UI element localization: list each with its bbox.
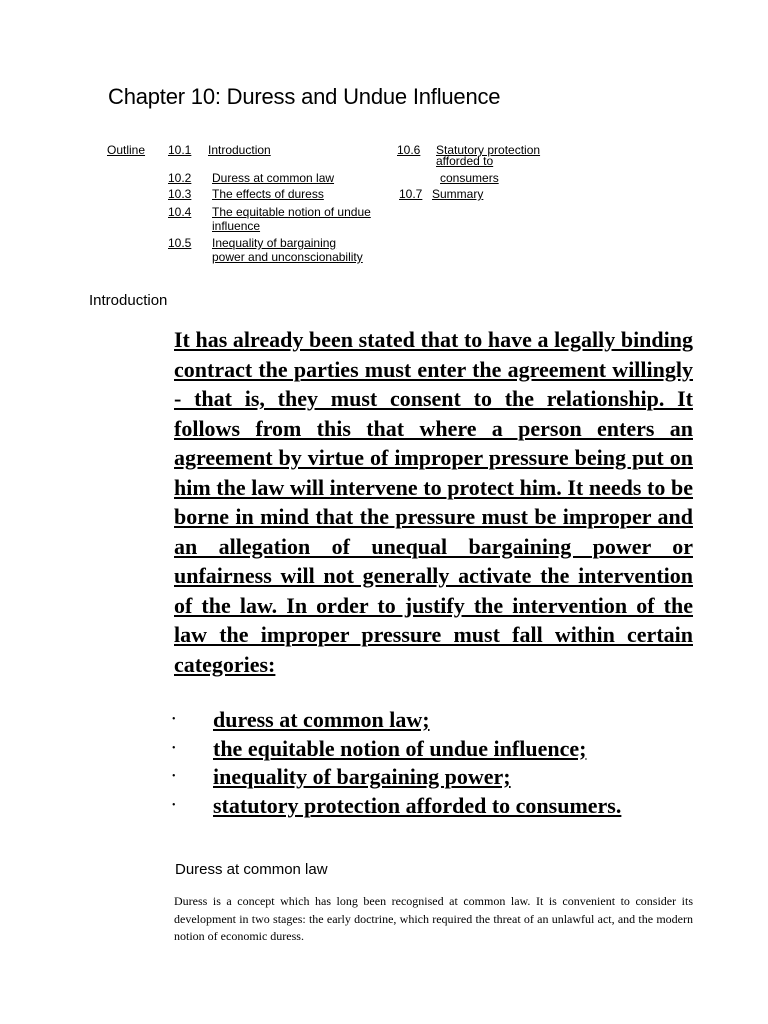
outline-item-10-6-title-cont[interactable]: afforded to	[436, 154, 494, 168]
outline-item-10-1-title[interactable]: Introduction	[208, 143, 271, 157]
list-item-text: inequality of bargaining power;	[213, 764, 511, 789]
outline-item-10-6-title-cont2[interactable]: consumers	[440, 171, 499, 185]
outline-label: Outline	[107, 143, 146, 157]
outline-item-10-7-title[interactable]: Summary	[432, 187, 484, 201]
outline-item-10-4-title-cont[interactable]: influence	[212, 219, 261, 233]
outline-item-10-1-number[interactable]: 10.1	[168, 143, 192, 157]
outline-item-10-3-title[interactable]: The effects of duress	[212, 187, 324, 201]
outline-item-10-7-number[interactable]: 10.7	[399, 187, 423, 201]
bullet-icon: •	[172, 714, 176, 725]
introduction-heading: Introduction	[89, 292, 168, 309]
bullet-icon: •	[172, 771, 176, 782]
introduction-paragraph: It has already been stated that to have a legally binding contract the parties must enter the agreement willingly - that is, they must consent to the relationship. It follows from this that where a person enters an agreement by virtue of improper pressure being put on him the law will intervene to protect him. It needs to be borne in mind that the pressure must be improper and an allegation of unequal bargaining power or unfairness will not generally activate the intervention of the law. In order to justify the intervention of the law the improper pressure must fall within certain categories:	[174, 327, 693, 677]
outline-item-10-2-number[interactable]: 10.2	[168, 171, 192, 185]
list-item-text: duress at common law;	[213, 707, 430, 732]
outline-item-10-6-number[interactable]: 10.6	[397, 143, 421, 157]
list-item	[172, 735, 621, 764]
outline-item-10-6-title[interactable]: Statutory protection	[436, 143, 541, 157]
outline-item-10-5-title-cont[interactable]: power and unconscionability	[212, 250, 363, 264]
outline-item-10-5-number[interactable]: 10.5	[168, 236, 192, 250]
bullet-icon: •	[172, 742, 176, 754]
list-item-text: the equitable notion of undue influence;	[213, 735, 587, 761]
category-list	[172, 706, 621, 820]
list-item	[172, 792, 621, 821]
list-item	[172, 706, 621, 735]
outline-item-10-4-number[interactable]: 10.4	[168, 205, 192, 219]
chapter-title: Chapter 10: Duress and Undue Influence	[108, 84, 501, 109]
duress-section-heading: Duress at common law	[175, 861, 328, 878]
outline-item-10-4-title[interactable]: The equitable notion of undue	[212, 205, 371, 219]
outline-item-10-5-title[interactable]: Inequality of bargaining	[212, 236, 337, 250]
outline-item-10-2-title[interactable]: Duress at common law	[212, 171, 335, 185]
bullet-icon: •	[172, 799, 176, 811]
duress-section-paragraph: Duress is a concept which has long been recognised at common law. It is convenient to consider its development in two stages: the early doctrine, which required the threat of an unlawful act, and the modern notion of economic duress.	[174, 894, 693, 943]
outline-item-10-3-number[interactable]: 10.3	[168, 187, 192, 201]
list-item	[172, 763, 621, 792]
list-item-text: statutory protection afforded to consumers.	[213, 792, 622, 818]
